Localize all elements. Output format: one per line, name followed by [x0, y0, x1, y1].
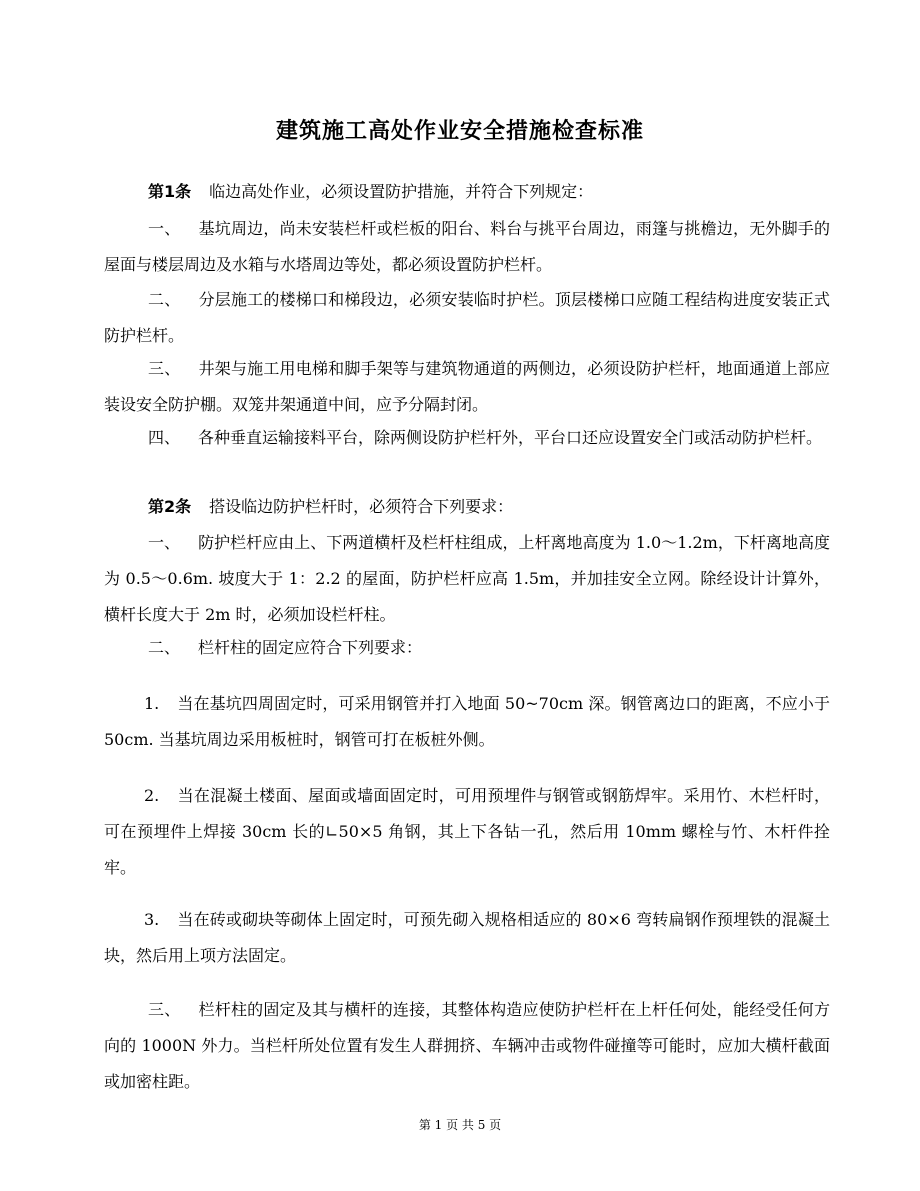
clause-text: 栏杆柱的固定及其与横杆的连接，其整体构造应使防护栏杆在上杆任何处，能经受任何方向的 1000N 外力。当栏杆所处位置有发生人群拥挤、车辆冲击或物件碰撞等可能时，应加大横杆截面或加密柱距。 — [104, 1000, 830, 1091]
clause-number: 二、 — [148, 290, 181, 309]
article-text: 临边高处作业，必须设置防护措施，并符合下列规定： — [209, 182, 594, 201]
clause-number: 三、 — [148, 359, 181, 378]
article-1 — [104, 174, 830, 210]
clause-text: 基坑周边，尚未安装栏杆或栏板的阳台、料台与挑平台周边，雨篷与挑檐边，无外脚手的屋面与楼层周边及水箱与水塔周边等处，都必须设置防护栏杆。 — [104, 219, 830, 274]
clause-number: 一、 — [148, 533, 181, 552]
clause-1-4 — [104, 420, 830, 456]
clause-number: 一、 — [148, 219, 181, 238]
clause-2-1 — [104, 525, 830, 633]
item-2-2-1 — [104, 686, 830, 758]
clause-text: 分层施工的楼梯口和梯段边，必须安装临时护栏。顶层楼梯口应随工程结构进度安装正式防护栏杆。 — [104, 290, 830, 345]
document-title: 建筑施工高处作业安全措施检查标准 — [275, 119, 644, 144]
page-footer: 第 1 页 共 5 页 — [418, 1118, 502, 1132]
article-text: 搭设临边防护栏杆时，必须符合下列要求： — [209, 497, 514, 516]
clause-text: 井架与施工用电梯和脚手架等与建筑物通道的两侧边，必须设防护栏杆，地面通道上部应装设安全防护棚。双笼井架通道中间，应予分隔封闭。 — [104, 359, 830, 414]
clause-number: 三、 — [148, 1000, 181, 1019]
item-2-2-3 — [104, 902, 830, 974]
clause-number: 四、 — [148, 428, 181, 447]
clause-number: 二、 — [148, 638, 181, 657]
clause-text: 各种垂直运输接料平台，除两侧设防护栏杆外，平台口还应设置安全门或活动防护栏杆。 — [198, 428, 823, 447]
article-2 — [104, 489, 830, 525]
clause-1-3 — [104, 351, 830, 423]
item-number: 1. — [144, 694, 160, 713]
item-number: 2. — [144, 786, 160, 805]
item-text: 当在基坑四周固定时，可采用钢管并打入地面 50~70cm 深。钢管离边口的距离，不应小于 50cm. 当基坑周边采用板桩时，钢管可打在板桩外侧。 — [104, 694, 830, 749]
item-text: 当在砖或砌块等砌体上固定时，可预先砌入规格相适应的 80×6 弯转扁钢作预埋铁的混凝土块，然后用上项方法固定。 — [104, 910, 830, 965]
item-number: 3. — [144, 910, 160, 929]
clause-1-2 — [104, 282, 830, 354]
clause-2-2 — [104, 630, 830, 666]
clause-text: 栏杆柱的固定应符合下列要求： — [198, 638, 423, 657]
item-2-2-2 — [104, 778, 830, 886]
clause-text: 防护栏杆应由上、下两道横杆及栏杆柱组成，上杆离地高度为 1.0～1.2m，下杆离地高度为 0.5～0.6m. 坡度大于 1：2.2 的屋面，防护栏杆应高 1.5m，并加挂安全立网。除经设计计算外，横杆长度大于 2m 时，必须加设栏杆柱。 — [104, 533, 830, 624]
clause-2-3 — [104, 992, 830, 1100]
clause-1-1 — [104, 211, 830, 283]
article-number: 第2条 — [148, 497, 192, 516]
item-text: 当在混凝土楼面、屋面或墙面固定时，可用预埋件与钢管或钢筋焊牢。采用竹、木栏杆时，可在预埋件上焊接 30cm 长的∟50×5 角钢，其上下各钻一孔，然后用 10mm 螺栓与竹、木杆件拴牢。 — [104, 786, 830, 877]
article-number: 第1条 — [148, 182, 192, 201]
